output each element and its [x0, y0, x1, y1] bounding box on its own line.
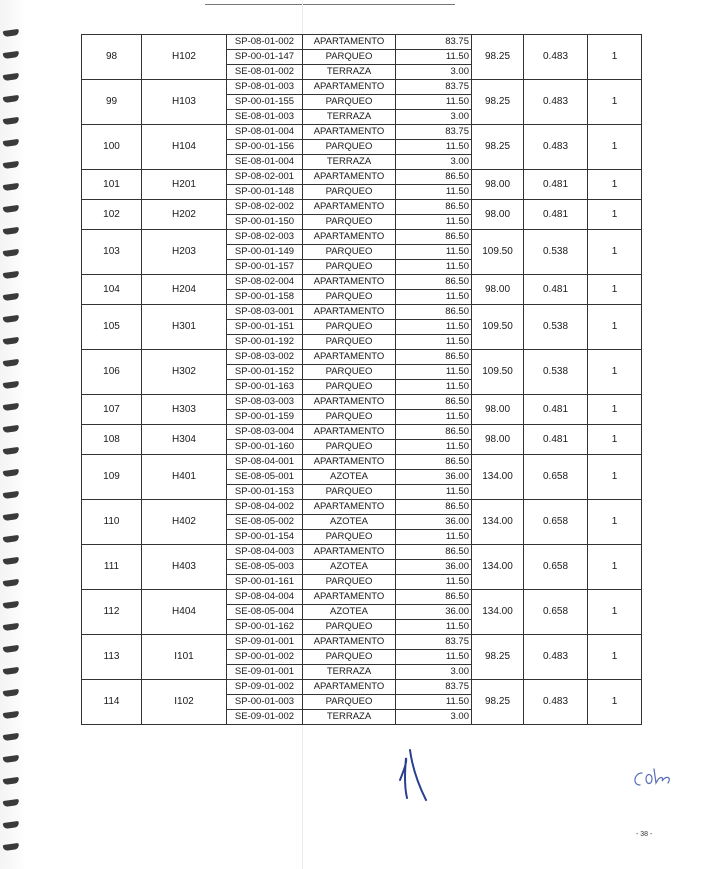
part-type-cell: APARTAMENTO [303, 80, 396, 95]
part-code-cell: SP-00-01-163 [227, 380, 303, 395]
part-type-cell: PARQUEO [303, 245, 396, 260]
part-area-cell: 86.50 [396, 350, 472, 365]
table-row [82, 275, 642, 290]
units-table-body [82, 35, 642, 725]
coefficient-cell: 0.483 [524, 680, 588, 725]
part-area-cell: 3.00 [396, 155, 472, 170]
part-code-cell: SE-08-05-003 [227, 560, 303, 575]
binding-hole [3, 51, 20, 59]
part-area-cell: 11.50 [396, 620, 472, 635]
coefficient-cell: 0.483 [524, 125, 588, 170]
total-area-cell: 109.50 [472, 350, 524, 395]
binding-hole [3, 711, 20, 719]
part-area-cell: 86.50 [396, 170, 472, 185]
table-row [82, 35, 642, 50]
unit-number-cell: 111 [82, 545, 142, 590]
table-row [82, 545, 642, 560]
part-type-cell: PARQUEO [303, 140, 396, 155]
part-area-cell: 3.00 [396, 110, 472, 125]
part-type-cell: APARTAMENTO [303, 35, 396, 50]
table-row [82, 425, 642, 440]
binding-hole [3, 359, 20, 367]
part-type-cell: PARQUEO [303, 440, 396, 455]
part-area-cell: 3.00 [396, 710, 472, 725]
unit-number-cell: 110 [82, 500, 142, 545]
unit-number-cell: 112 [82, 590, 142, 635]
part-type-cell: PARQUEO [303, 335, 396, 350]
table-row [82, 455, 642, 470]
part-area-cell: 11.50 [396, 140, 472, 155]
part-area-cell: 3.00 [396, 665, 472, 680]
part-type-cell: TERRAZA [303, 710, 396, 725]
table-row [82, 230, 642, 245]
unit-number-cell: 104 [82, 275, 142, 305]
binding-hole [3, 469, 20, 477]
part-code-cell: SP-08-03-001 [227, 305, 303, 320]
binding-hole [3, 293, 20, 301]
binding-hole [3, 337, 20, 345]
part-type-cell: PARQUEO [303, 95, 396, 110]
part-code-cell: SP-00-01-149 [227, 245, 303, 260]
unit-number-cell: 100 [82, 125, 142, 170]
unit-number-cell: 108 [82, 425, 142, 455]
part-type-cell: TERRAZA [303, 65, 396, 80]
part-area-cell: 11.50 [396, 575, 472, 590]
binding-hole [3, 425, 20, 433]
part-type-cell: PARQUEO [303, 50, 396, 65]
unit-code-cell: H404 [142, 590, 227, 635]
total-area-cell: 98.25 [472, 125, 524, 170]
part-area-cell: 86.50 [396, 500, 472, 515]
part-code-cell: SP-09-01-002 [227, 680, 303, 695]
unit-code-cell: I101 [142, 635, 227, 680]
binding-hole [3, 381, 20, 389]
binding-hole [3, 315, 20, 323]
total-area-cell: 134.00 [472, 590, 524, 635]
count-cell: 1 [588, 170, 642, 200]
part-type-cell: APARTAMENTO [303, 230, 396, 245]
part-code-cell: SP-08-04-001 [227, 455, 303, 470]
count-cell: 1 [588, 425, 642, 455]
part-area-cell: 86.50 [396, 305, 472, 320]
unit-code-cell: H104 [142, 125, 227, 170]
binding-hole [3, 205, 20, 213]
binding-hole [3, 733, 20, 741]
part-area-cell: 86.50 [396, 545, 472, 560]
binding-hole [3, 161, 20, 169]
count-cell: 1 [588, 230, 642, 275]
binding-hole [3, 557, 20, 565]
unit-number-cell: 107 [82, 395, 142, 425]
unit-number-cell: 109 [82, 455, 142, 500]
coefficient-cell: 0.658 [524, 590, 588, 635]
table-row [82, 635, 642, 650]
part-code-cell: SP-08-04-003 [227, 545, 303, 560]
part-area-cell: 11.50 [396, 320, 472, 335]
binding-hole [3, 491, 20, 499]
part-area-cell: 3.00 [396, 65, 472, 80]
part-code-cell: SP-08-02-004 [227, 275, 303, 290]
binding-hole [3, 447, 20, 455]
unit-number-cell: 102 [82, 200, 142, 230]
total-area-cell: 109.50 [472, 230, 524, 275]
part-area-cell: 11.50 [396, 260, 472, 275]
unit-number-cell: 106 [82, 350, 142, 395]
binding-hole [3, 117, 20, 125]
count-cell: 1 [588, 680, 642, 725]
part-code-cell: SP-08-01-004 [227, 125, 303, 140]
part-type-cell: APARTAMENTO [303, 125, 396, 140]
part-type-cell: PARQUEO [303, 320, 396, 335]
part-type-cell: AZOTEA [303, 560, 396, 575]
count-cell: 1 [588, 125, 642, 170]
part-code-cell: SP-08-01-003 [227, 80, 303, 95]
part-area-cell: 36.00 [396, 515, 472, 530]
part-type-cell: TERRAZA [303, 155, 396, 170]
total-area-cell: 98.25 [472, 80, 524, 125]
part-type-cell: APARTAMENTO [303, 635, 396, 650]
part-code-cell: SP-00-01-154 [227, 530, 303, 545]
part-type-cell: APARTAMENTO [303, 170, 396, 185]
part-type-cell: PARQUEO [303, 530, 396, 545]
binding-hole [3, 403, 20, 411]
part-code-cell: SP-08-02-001 [227, 170, 303, 185]
total-area-cell: 98.25 [472, 35, 524, 80]
count-cell: 1 [588, 275, 642, 305]
unit-number-cell: 98 [82, 35, 142, 80]
part-code-cell: SP-00-01-147 [227, 50, 303, 65]
part-code-cell: SP-08-02-003 [227, 230, 303, 245]
binding-hole [3, 689, 20, 697]
binding-hole [3, 29, 20, 37]
total-area-cell: 109.50 [472, 305, 524, 350]
part-code-cell: SP-00-01-003 [227, 695, 303, 710]
part-area-cell: 11.50 [396, 50, 472, 65]
part-code-cell: SE-08-05-004 [227, 605, 303, 620]
part-code-cell: SP-00-01-155 [227, 95, 303, 110]
part-code-cell: SP-00-01-152 [227, 365, 303, 380]
page-number: - 38 - [636, 831, 653, 838]
unit-code-cell: H202 [142, 200, 227, 230]
part-area-cell: 83.75 [396, 35, 472, 50]
unit-code-cell: H402 [142, 500, 227, 545]
part-code-cell: SP-08-01-002 [227, 35, 303, 50]
unit-code-cell: H203 [142, 230, 227, 275]
part-type-cell: PARQUEO [303, 695, 396, 710]
part-area-cell: 11.50 [396, 440, 472, 455]
binding-hole [3, 755, 20, 763]
part-area-cell: 86.50 [396, 425, 472, 440]
binding-hole [3, 73, 20, 81]
binding-hole [3, 227, 20, 235]
part-type-cell: AZOTEA [303, 515, 396, 530]
unit-code-cell: H204 [142, 275, 227, 305]
part-area-cell: 86.50 [396, 200, 472, 215]
part-type-cell: PARQUEO [303, 485, 396, 500]
total-area-cell: 98.00 [472, 200, 524, 230]
total-area-cell: 98.00 [472, 395, 524, 425]
table-row [82, 305, 642, 320]
count-cell: 1 [588, 500, 642, 545]
part-type-cell: TERRAZA [303, 110, 396, 125]
unit-code-cell: H102 [142, 35, 227, 80]
part-code-cell: SE-08-01-004 [227, 155, 303, 170]
part-code-cell: SP-00-01-192 [227, 335, 303, 350]
binding-hole [3, 183, 20, 191]
table-row [82, 500, 642, 515]
coefficient-cell: 0.658 [524, 455, 588, 500]
total-area-cell: 98.00 [472, 425, 524, 455]
binding-hole [3, 799, 20, 807]
handwritten-initials [630, 765, 680, 790]
part-type-cell: APARTAMENTO [303, 425, 396, 440]
count-cell: 1 [588, 35, 642, 80]
part-area-cell: 83.75 [396, 680, 472, 695]
table-row [82, 170, 642, 185]
part-type-cell: AZOTEA [303, 605, 396, 620]
total-area-cell: 98.25 [472, 635, 524, 680]
coefficient-cell: 0.538 [524, 305, 588, 350]
count-cell: 1 [588, 350, 642, 395]
unit-code-cell: H403 [142, 545, 227, 590]
part-type-cell: AZOTEA [303, 470, 396, 485]
part-code-cell: SP-00-01-159 [227, 410, 303, 425]
coefficient-cell: 0.483 [524, 635, 588, 680]
part-area-cell: 83.75 [396, 635, 472, 650]
part-code-cell: SP-00-01-160 [227, 440, 303, 455]
part-area-cell: 86.50 [396, 275, 472, 290]
part-type-cell: APARTAMENTO [303, 500, 396, 515]
coefficient-cell: 0.481 [524, 275, 588, 305]
total-area-cell: 134.00 [472, 455, 524, 500]
binding-hole [3, 271, 20, 279]
unit-code-cell: H304 [142, 425, 227, 455]
part-code-cell: SP-00-01-157 [227, 260, 303, 275]
part-code-cell: SE-08-05-002 [227, 515, 303, 530]
unit-code-cell: H302 [142, 350, 227, 395]
coefficient-cell: 0.658 [524, 500, 588, 545]
binding-hole [3, 777, 20, 785]
part-area-cell: 11.50 [396, 695, 472, 710]
part-area-cell: 11.50 [396, 485, 472, 500]
part-code-cell: SP-00-01-153 [227, 485, 303, 500]
part-type-cell: APARTAMENTO [303, 395, 396, 410]
coefficient-cell: 0.483 [524, 35, 588, 80]
part-code-cell: SP-00-01-156 [227, 140, 303, 155]
part-area-cell: 11.50 [396, 410, 472, 425]
unit-code-cell: H301 [142, 305, 227, 350]
part-code-cell: SP-08-03-002 [227, 350, 303, 365]
coefficient-cell: 0.481 [524, 425, 588, 455]
part-code-cell: SP-08-02-002 [227, 200, 303, 215]
table-row [82, 590, 642, 605]
binding-hole [3, 623, 20, 631]
part-area-cell: 11.50 [396, 365, 472, 380]
count-cell: 1 [588, 395, 642, 425]
binding-hole [3, 667, 20, 675]
units-table [81, 34, 642, 725]
header-remnant-line [205, 0, 455, 5]
count-cell: 1 [588, 305, 642, 350]
coefficient-cell: 0.481 [524, 200, 588, 230]
part-type-cell: PARQUEO [303, 410, 396, 425]
handwritten-signature [392, 740, 442, 805]
unit-number-cell: 99 [82, 80, 142, 125]
count-cell: 1 [588, 80, 642, 125]
total-area-cell: 98.00 [472, 170, 524, 200]
part-area-cell: 11.50 [396, 530, 472, 545]
binding-hole [3, 843, 20, 851]
total-area-cell: 134.00 [472, 545, 524, 590]
coefficient-cell: 0.483 [524, 80, 588, 125]
part-type-cell: PARQUEO [303, 620, 396, 635]
unit-number-cell: 101 [82, 170, 142, 200]
part-type-cell: APARTAMENTO [303, 590, 396, 605]
coefficient-cell: 0.658 [524, 545, 588, 590]
part-code-cell: SE-09-01-001 [227, 665, 303, 680]
binding-hole [3, 535, 20, 543]
unit-code-cell: H103 [142, 80, 227, 125]
unit-number-cell: 103 [82, 230, 142, 275]
part-type-cell: PARQUEO [303, 575, 396, 590]
count-cell: 1 [588, 590, 642, 635]
part-type-cell: APARTAMENTO [303, 275, 396, 290]
table-row [82, 350, 642, 365]
table-row [82, 80, 642, 95]
part-area-cell: 11.50 [396, 650, 472, 665]
binding-hole [3, 579, 20, 587]
part-type-cell: PARQUEO [303, 260, 396, 275]
part-area-cell: 86.50 [396, 455, 472, 470]
total-area-cell: 98.00 [472, 275, 524, 305]
table-row [82, 395, 642, 410]
part-code-cell: SE-08-05-001 [227, 470, 303, 485]
binding-hole [3, 645, 20, 653]
part-area-cell: 36.00 [396, 470, 472, 485]
part-code-cell: SP-08-03-004 [227, 425, 303, 440]
part-code-cell: SP-08-04-004 [227, 590, 303, 605]
part-type-cell: PARQUEO [303, 365, 396, 380]
part-code-cell: SP-00-01-162 [227, 620, 303, 635]
part-code-cell: SP-00-01-151 [227, 320, 303, 335]
binding-hole [3, 249, 20, 257]
part-area-cell: 11.50 [396, 380, 472, 395]
part-type-cell: APARTAMENTO [303, 545, 396, 560]
table-row [82, 125, 642, 140]
part-area-cell: 11.50 [396, 185, 472, 200]
unit-code-cell: H201 [142, 170, 227, 200]
coefficient-cell: 0.481 [524, 395, 588, 425]
part-area-cell: 11.50 [396, 215, 472, 230]
part-code-cell: SP-00-01-002 [227, 650, 303, 665]
part-code-cell: SP-09-01-001 [227, 635, 303, 650]
table-row [82, 200, 642, 215]
binding-hole [3, 601, 20, 609]
part-code-cell: SE-09-01-002 [227, 710, 303, 725]
count-cell: 1 [588, 545, 642, 590]
part-type-cell: PARQUEO [303, 650, 396, 665]
coefficient-cell: 0.538 [524, 350, 588, 395]
count-cell: 1 [588, 635, 642, 680]
part-area-cell: 83.75 [396, 125, 472, 140]
binding-hole [3, 95, 20, 103]
count-cell: 1 [588, 200, 642, 230]
part-type-cell: APARTAMENTO [303, 350, 396, 365]
part-type-cell: TERRAZA [303, 665, 396, 680]
part-code-cell: SE-08-01-003 [227, 110, 303, 125]
part-type-cell: PARQUEO [303, 290, 396, 305]
binding-hole [3, 513, 20, 521]
part-code-cell: SE-08-01-002 [227, 65, 303, 80]
coefficient-cell: 0.538 [524, 230, 588, 275]
part-area-cell: 11.50 [396, 95, 472, 110]
part-type-cell: PARQUEO [303, 380, 396, 395]
unit-code-cell: I102 [142, 680, 227, 725]
unit-number-cell: 114 [82, 680, 142, 725]
part-code-cell: SP-00-01-158 [227, 290, 303, 305]
part-type-cell: APARTAMENTO [303, 680, 396, 695]
spiral-binding-edge [0, 0, 26, 869]
part-code-cell: SP-08-04-002 [227, 500, 303, 515]
part-area-cell: 36.00 [396, 560, 472, 575]
part-area-cell: 86.50 [396, 590, 472, 605]
part-area-cell: 86.50 [396, 395, 472, 410]
part-code-cell: SP-00-01-150 [227, 215, 303, 230]
total-area-cell: 98.25 [472, 680, 524, 725]
table-row [82, 680, 642, 695]
part-code-cell: SP-00-01-148 [227, 185, 303, 200]
coefficient-cell: 0.481 [524, 170, 588, 200]
part-code-cell: SP-00-01-161 [227, 575, 303, 590]
part-type-cell: APARTAMENTO [303, 305, 396, 320]
part-type-cell: APARTAMENTO [303, 455, 396, 470]
unit-number-cell: 113 [82, 635, 142, 680]
total-area-cell: 134.00 [472, 500, 524, 545]
part-type-cell: PARQUEO [303, 215, 396, 230]
unit-number-cell: 105 [82, 305, 142, 350]
part-area-cell: 11.50 [396, 245, 472, 260]
part-area-cell: 11.50 [396, 335, 472, 350]
part-area-cell: 11.50 [396, 290, 472, 305]
binding-hole [3, 139, 20, 147]
part-area-cell: 86.50 [396, 230, 472, 245]
part-area-cell: 83.75 [396, 80, 472, 95]
binding-hole [3, 821, 20, 829]
part-type-cell: PARQUEO [303, 185, 396, 200]
unit-code-cell: H303 [142, 395, 227, 425]
part-type-cell: APARTAMENTO [303, 200, 396, 215]
unit-code-cell: H401 [142, 455, 227, 500]
part-code-cell: SP-08-03-003 [227, 395, 303, 410]
count-cell: 1 [588, 455, 642, 500]
part-area-cell: 36.00 [396, 605, 472, 620]
